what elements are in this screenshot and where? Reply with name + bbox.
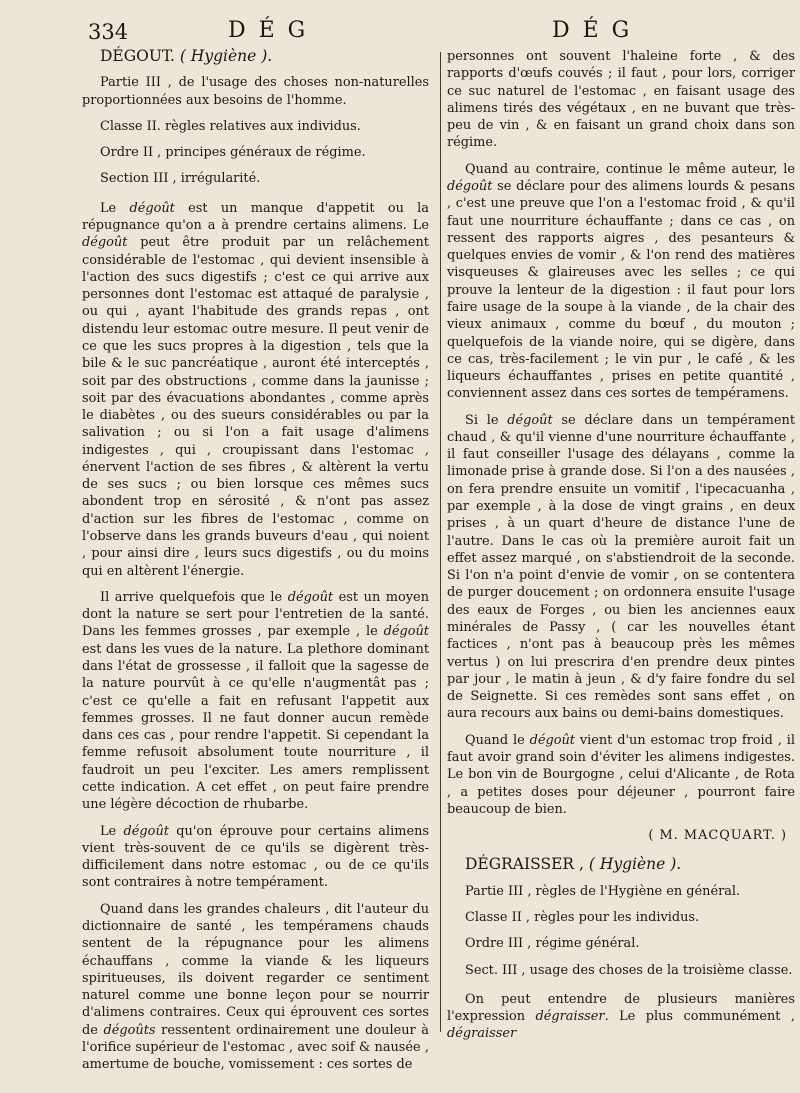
text: Il arrive quelquefois que le bbox=[100, 589, 288, 605]
paragraph bbox=[82, 823, 429, 892]
keyword: dégoût bbox=[129, 200, 175, 216]
keyword: dégoût bbox=[383, 624, 429, 640]
entry-head: DÉGOUT. bbox=[100, 47, 175, 65]
paragraph: personnes ont souvent l'haleine forte , & des rapports d'œufs couvés ; il faut , pour lors, corriger ce suc naturel de l'estomac , en faisant usage des alimens tirés des végétaux , en ne buvant que très-peu de vin , & en faisant un grand choix dans son régime. bbox=[447, 49, 795, 151]
classification-line: Sect. III , usage des choses de la troisième classe. bbox=[465, 962, 793, 978]
text: On peut entendre de plusieurs manières l'expression bbox=[447, 991, 795, 1025]
text: qu'on éprouve pour certains alimens vient très-souvent de ce qu'ils se digèrent très-difficilement dans notre estomac , ou de ce qu'ils sont contraires à notre tempérament. bbox=[82, 823, 429, 891]
text: Quand dans les grandes chaleurs , dit l'auteur du dictionnaire de santé , les tempéramens chauds sentent de la répugnance pour les alimens échauffans , comme la viande & les liqueurs spiritueuses, ils doivent regarder ce sentiment naturel comme une bonne leçon pour se nourrir d'alimens contraires. Ceux qui éprouvent ces sortes de bbox=[82, 901, 429, 1038]
keyword: dégraisser bbox=[535, 1009, 605, 1025]
keyword: dégraisser bbox=[447, 1026, 517, 1042]
right-column bbox=[447, 48, 795, 1043]
paragraph bbox=[447, 161, 795, 403]
classification-line: Ordre II , principes généraux de régime. bbox=[100, 145, 366, 161]
classification-line: Classe II , règles pour les individus. bbox=[465, 909, 700, 925]
classification-line: Ordre III , régime général. bbox=[465, 936, 640, 952]
text: Si le bbox=[465, 412, 508, 428]
keyword: dégoût bbox=[287, 589, 334, 605]
column-divider bbox=[440, 52, 441, 1032]
entry-heading-degraisser bbox=[447, 856, 795, 873]
keyword: dégoût bbox=[447, 178, 493, 194]
text: se déclare dans un tempérament chaud , & qu'il vienne d'une nourriture échauffante , il faut conseiller l'usage des délayans , comme la limonade prise à grande dose. Si l'on a des nausées , on fera prendre ensuite un vomitif , l'ipecacuanha , par exemple , à la dose de vingt grains , en deux prises , à un quart d'heure de distance l'une de l'autre. Dans le cas où la première auroit fait un effet assez marqué , on s'abstiendroit de la seconde. Si l'on n'a point d'envie de vomir , on se contentera de purger doucement ; on ordonnera ensuite l'usage des eaux de Forges , ou bien les anciennes eaux minérales de Passy , ( car les nouvelles étant factices , n'ont pas à beaucoup près les mêmes vertus ) on lui prescrira d'en prendre deux pintes par jour , le matin à jeun , & d'y faire fondre du sel de Seignette. Si ces remèdes sont sans effet , on aura recours aux bains ou demi-bains domestiques. bbox=[447, 412, 795, 722]
keyword: dégoûts bbox=[103, 1022, 156, 1038]
text: Le bbox=[100, 200, 130, 216]
page-number: 334 bbox=[88, 20, 129, 44]
author-signature: ( M. MACQUART. ) bbox=[648, 828, 787, 844]
classification-line: Partie III , règles de l'Hygiène en général. bbox=[465, 883, 741, 899]
entry-head: DÉGRAISSER , bbox=[465, 855, 584, 874]
keyword: dégoût bbox=[123, 823, 169, 839]
classification-line: Classe II. règles relatives aux individus. bbox=[100, 118, 361, 134]
keyword: dégoût bbox=[529, 732, 575, 748]
text: Quand le bbox=[465, 732, 530, 748]
entry-domain: ( Hygiène ). bbox=[588, 855, 682, 874]
paragraph bbox=[447, 991, 795, 1043]
text: se déclare pour des alimens lourds & pesans , c'est une preuve que l'on a l'estomac froid , & qu'il faut une nourriture échauffante ; dans ce cas , on ressent des rapports aigres , des pesanteurs & quelques envies de vomir , & l'on rend des matières visqueuses & glaireuses avec les selles ; ce qui prouve la lenteur de la digestion : il faut pour lors faire usage de la soupe à la viande , de la chair des vieux animaux , comme du bœuf , du mouton ; quelquefois de la viande noire, qui se digère, dans ce cas, très-facilement ; le vin pur , le café , & les liqueurs échauffantes , prises en petite quantité , conviennent assez dans ces sortes de tempéramens. bbox=[447, 178, 795, 402]
running-head-left: D É G bbox=[228, 18, 309, 43]
entry-heading-degout bbox=[82, 48, 429, 65]
text: ressentent ordinairement une douleur à l'orifice supérieur de l'estomac , avec soif & nausée , amertume de bouche, vomissement : ces sortes de bbox=[82, 1022, 429, 1073]
left-column bbox=[82, 48, 429, 1073]
keyword: dégoût bbox=[82, 235, 128, 251]
paragraph bbox=[447, 732, 795, 818]
classification-line: Section III , irrégularité. bbox=[100, 171, 261, 187]
running-head-right: D É G bbox=[552, 18, 633, 43]
text: est un manque d'appetit ou la répugnance qu'on a à prendre certains alimens. Le bbox=[82, 200, 429, 233]
text: peut être produit par un relâchement considérable de l'estomac , qui devient insensible à l'action des sucs digestifs ; c'est ce qui arrive aux personnes dont l'estomac est attaqué de paralysie , ou qui , ayant l'habitude des grands repas , ont distendu leur estomac outre mesure. Il peut venir de ce que les sucs propres à la digestion , tels que la bile & le suc pancréatique , auront été interceptés , soit par des obstructions , comme dans la jaunisse ; soit par des évacuations abondantes , comme après le diabètes , ou des sueurs considérables ou par la salivation ; ou si l'on a fait usage d'alimens indigestes , qui , croupissant dans l'estomac , énervent l'action de ses fibres , & altèrent la vertu de ses sucs ; ou bien lorsque ces mêmes sucs abondent trop en sérosité , & n'ont pas assez d'action sur les fibres de l'estomac , comme on l'observe dans les grands buveurs d'eau , qui noient , pour ainsi dire , leurs sucs digestifs , ou du moins qui en altèrent l'énergie. bbox=[82, 235, 429, 579]
keyword: dégoût bbox=[507, 412, 553, 428]
text: Le bbox=[100, 823, 124, 839]
paragraph bbox=[447, 412, 795, 723]
running-header bbox=[0, 16, 800, 50]
entry-domain: ( Hygiène ). bbox=[179, 47, 273, 65]
text: Quand au contraire, continue le même auteur, le bbox=[465, 161, 795, 177]
paragraph bbox=[82, 589, 429, 814]
text: est dans les vues de la nature. La plethore dominant dans l'état de grossesse , il falloit que la sagesse de la nature pourvût à ce qu'elle n'augmentât pas ; c'est ce qu'elle a fait en refusant l'appetit aux femmes grosses. Il ne faut donner aucun remède dans ces cas , pour rendre l'appetit. Si cependant la femme refusoit absolument toute nourriture , il faudroit un peu l'exciter. Les amers remplissent cette indication. A cet effet , on peut faire prendre une légère décoction de rhubarbe. bbox=[82, 641, 429, 813]
text: est un moyen dont la nature se sert pour l'entretien de la santé. Dans les femmes grosses , par exemple , le bbox=[82, 589, 429, 640]
text: vient d'un estomac trop froid , il faut avoir grand soin d'éviter les alimens indigestes. Le bon vin de Bourgogne , celui d'Alicante , de Rota , a petites doses pour déjeuner , pourront faire beaucoup de bien. bbox=[447, 732, 795, 817]
classification-line: Partie III , de l'usage des choses non-naturelles proportionnées aux besoins de l'homme. bbox=[82, 75, 429, 108]
paragraph bbox=[82, 200, 429, 580]
text: . Le plus communément , bbox=[604, 1009, 796, 1025]
paragraph bbox=[82, 901, 429, 1074]
